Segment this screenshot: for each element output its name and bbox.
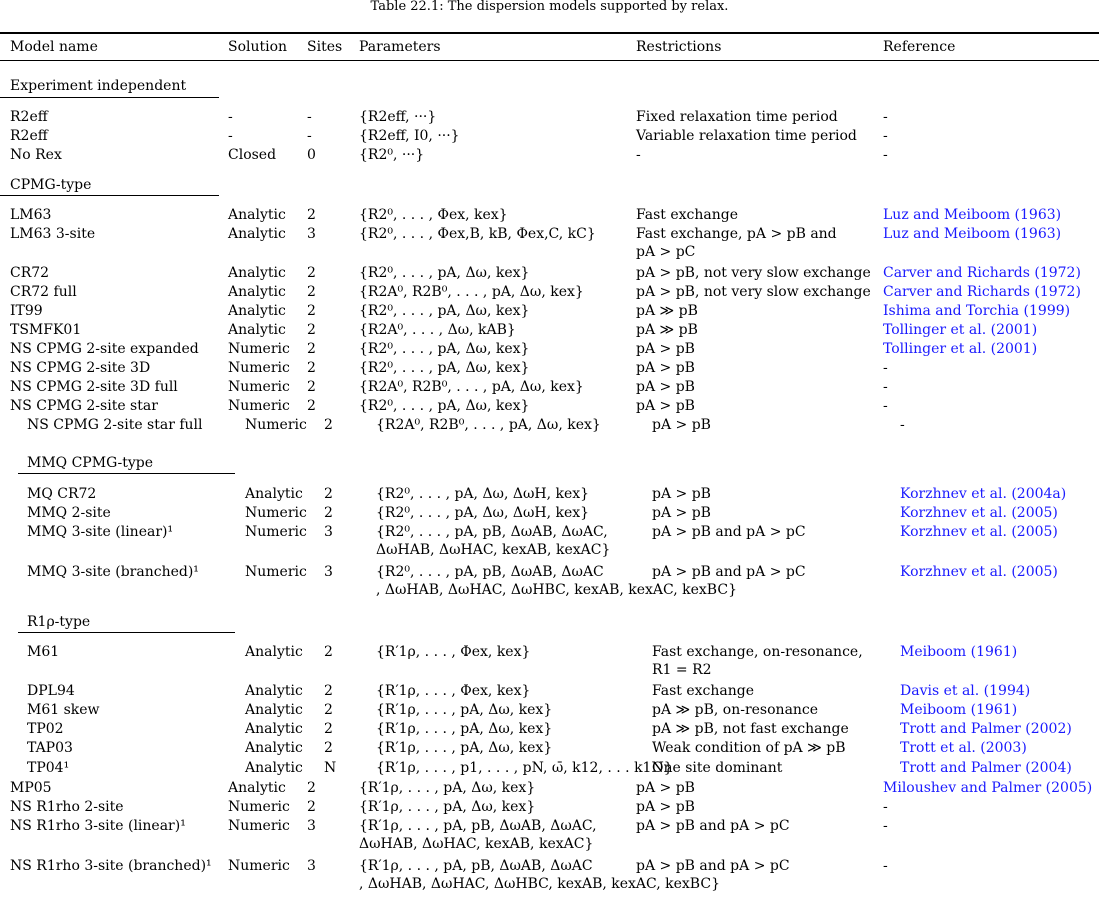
sites-cell: 2 xyxy=(307,303,316,319)
sites-cell: 2 xyxy=(324,702,333,718)
sites-cell: 2 xyxy=(324,740,333,756)
restrictions-cell: Fast exchange, on-resonance, R1 = R2 xyxy=(652,644,863,678)
solution-cell: Analytic xyxy=(228,780,286,796)
reference-cell: - xyxy=(883,109,888,125)
restrictions-cell: Weak condition of pA ≫ pB xyxy=(652,740,846,756)
restrictions-cell: pA > pB and pA > pC xyxy=(636,818,790,834)
section-underline xyxy=(18,632,235,633)
solution-cell: Numeric xyxy=(228,858,290,874)
reference-cell[interactable]: Ishima and Torchia (1999) xyxy=(883,303,1071,319)
reference-cell[interactable]: Korzhnev et al. (2005) xyxy=(900,524,1058,540)
table-row xyxy=(0,206,1099,224)
table-row xyxy=(0,378,1099,396)
table-row xyxy=(0,523,1099,558)
solution-cell: Numeric xyxy=(245,417,307,433)
restrictions-cell: pA > pB and pA > pC xyxy=(636,858,790,874)
parameters-cell: {R′1ρ, . . . , pA, pB, ΔωAB, ΔωAC, ΔωHAB, ΔωHAC, kexAB, kexAC} xyxy=(359,818,597,852)
model-cell: MMQ 3-site (linear)¹ xyxy=(27,524,174,540)
parameters-cell: {R′1ρ, . . . , pA, Δω, kex} xyxy=(376,702,553,718)
table-caption: Table 22.1: The dispersion models supported by relax. xyxy=(370,0,729,14)
model-cell: M61 skew xyxy=(27,702,100,718)
sites-cell: 2 xyxy=(307,360,316,376)
reference-cell: - xyxy=(900,417,905,433)
reference-cell: - xyxy=(883,818,888,834)
reference-cell[interactable]: Davis et al. (1994) xyxy=(900,683,1031,699)
table-row xyxy=(0,127,1099,145)
solution-cell: Numeric xyxy=(228,799,290,815)
parameters-cell: {R2⁰, . . . , pA, Δω, kex} xyxy=(359,265,530,281)
sites-cell: 2 xyxy=(307,265,316,281)
reference-cell[interactable]: Miloushev and Palmer (2005) xyxy=(883,780,1093,796)
model-cell: LM63 3-site xyxy=(10,226,96,242)
section-experiment-independent: Experiment independent xyxy=(10,78,187,94)
parameters-cell: {R′1ρ, . . . , pA, Δω, kex} xyxy=(376,721,553,737)
table-row xyxy=(0,416,1099,434)
sites-cell: 2 xyxy=(324,644,333,660)
model-cell: TP04¹ xyxy=(27,760,70,776)
table-row xyxy=(0,397,1099,415)
table-row xyxy=(0,359,1099,377)
solution-cell: Analytic xyxy=(245,644,303,660)
solution-cell: Closed xyxy=(228,147,277,163)
solution-cell: Numeric xyxy=(228,379,290,395)
model-cell: IT99 xyxy=(10,303,43,319)
table-row xyxy=(0,146,1099,164)
model-cell: MMQ 2-site xyxy=(27,505,111,521)
restrictions-cell: pA > pB, not very slow exchange xyxy=(636,265,871,281)
reference-cell[interactable]: Tollinger et al. (2001) xyxy=(883,322,1038,338)
restrictions-cell: One site dominant xyxy=(652,760,783,776)
restrictions-cell: pA > pB, not very slow exchange xyxy=(636,284,871,300)
header-sites: Sites xyxy=(307,39,343,55)
table-row xyxy=(0,108,1099,126)
restrictions-cell: - xyxy=(636,147,641,163)
table-row xyxy=(0,563,1099,598)
parameters-cell: {R2A⁰, R2B⁰, . . . , pA, Δω, kex} xyxy=(359,284,584,300)
restrictions-cell: pA > pB xyxy=(636,799,695,815)
model-cell: NS R1rho 3-site (branched)¹ xyxy=(10,858,212,874)
sites-cell: 3 xyxy=(324,524,333,540)
model-cell: LM63 xyxy=(10,207,52,223)
section-underline xyxy=(0,97,219,98)
reference-cell[interactable]: Tollinger et al. (2001) xyxy=(883,341,1038,357)
restrictions-cell: pA ≫ pB xyxy=(636,322,698,338)
model-cell: NS CPMG 2-site 3D full xyxy=(10,379,178,395)
section-r1rho-type: R1ρ-type xyxy=(27,614,91,630)
reference-cell[interactable]: Carver and Richards (1972) xyxy=(883,265,1081,281)
restrictions-cell: pA > pB xyxy=(636,360,695,376)
sites-cell: 2 xyxy=(324,505,333,521)
sites-cell: 2 xyxy=(324,486,333,502)
solution-cell: Numeric xyxy=(228,341,290,357)
parameters-cell: {R2⁰, . . . , Φex,B, kB, Φex,C, kC} xyxy=(359,226,596,242)
section-mmq-cpmg-type: MMQ CPMG-type xyxy=(27,455,154,471)
solution-cell: Analytic xyxy=(228,207,286,223)
reference-cell[interactable]: Trott and Palmer (2004) xyxy=(900,760,1072,776)
parameters-cell: {R′1ρ, . . . , pA, Δω, kex} xyxy=(376,740,553,756)
parameters-cell: {R2eff, ···} xyxy=(359,109,437,125)
parameters-cell: {R2⁰, . . . , pA, Δω, kex} xyxy=(359,398,530,414)
reference-cell[interactable]: Meiboom (1961) xyxy=(900,702,1018,718)
table-row xyxy=(0,817,1099,852)
solution-cell: Analytic xyxy=(245,683,303,699)
restrictions-cell: Fast exchange xyxy=(636,207,739,223)
reference-cell[interactable]: Korzhnev et al. (2004a) xyxy=(900,486,1067,502)
reference-cell: - xyxy=(883,379,888,395)
sites-cell: 2 xyxy=(307,341,316,357)
table-row xyxy=(0,857,1099,892)
solution-cell: Analytic xyxy=(228,322,286,338)
table-row xyxy=(0,340,1099,358)
restrictions-cell: pA > pB and pA > pC xyxy=(652,564,806,580)
model-cell: NS CPMG 2-site star full xyxy=(27,417,203,433)
solution-cell: Numeric xyxy=(228,818,290,834)
parameters-cell: {R2A⁰, R2B⁰, . . . , pA, Δω, kex} xyxy=(359,379,584,395)
header-rule xyxy=(0,60,1099,61)
parameters-cell: {R2⁰, . . . , pA, Δω, kex} xyxy=(359,303,530,319)
model-cell: DPL94 xyxy=(27,683,75,699)
model-cell: M61 xyxy=(27,644,60,660)
model-cell: No Rex xyxy=(10,147,62,163)
restrictions-cell: Fast exchange, pA > pB and pA > pC xyxy=(636,226,837,260)
sites-cell: 2 xyxy=(307,322,316,338)
reference-cell[interactable]: Luz and Meiboom (1963) xyxy=(883,226,1062,242)
parameters-cell: {R2⁰, ···} xyxy=(359,147,425,163)
reference-cell: - xyxy=(883,398,888,414)
parameters-cell: {R2⁰, . . . , pA, pB, ΔωAB, ΔωAC , ΔωHAB, ΔωHAC, ΔωHBC, kexAB, kexAC, kexBC} xyxy=(376,564,737,598)
parameters-cell: {R′1ρ, . . . , Φex, kex} xyxy=(376,683,531,699)
restrictions-cell: pA > pB xyxy=(636,398,695,414)
solution-cell: Analytic xyxy=(228,265,286,281)
reference-cell[interactable]: Meiboom (1961) xyxy=(900,644,1018,660)
section-underline xyxy=(18,473,235,474)
sites-cell: - xyxy=(307,128,312,144)
reference-cell: - xyxy=(883,147,888,163)
solution-cell: Analytic xyxy=(245,486,303,502)
parameters-cell: {R2⁰, . . . , pA, Δω, kex} xyxy=(359,360,530,376)
section-cpmg-type: CPMG-type xyxy=(10,177,92,193)
sites-cell: 2 xyxy=(324,417,333,433)
sites-cell: 2 xyxy=(307,398,316,414)
top-rule xyxy=(0,32,1099,34)
solution-cell: Numeric xyxy=(228,360,290,376)
table-row xyxy=(0,682,1099,700)
header-solution: Solution xyxy=(228,39,288,55)
sites-cell: 3 xyxy=(307,818,316,834)
model-cell: MMQ 3-site (branched)¹ xyxy=(27,564,199,580)
model-cell: NS R1rho 2-site xyxy=(10,799,124,815)
reference-cell[interactable]: Korzhnev et al. (2005) xyxy=(900,564,1058,580)
table-row xyxy=(0,485,1099,503)
reference-cell[interactable]: Trott et al. (2003) xyxy=(900,740,1027,756)
model-cell: CR72 full xyxy=(10,284,77,300)
restrictions-cell: pA ≫ pB xyxy=(636,303,698,319)
header-restrictions: Restrictions xyxy=(636,39,722,55)
model-cell: TSMFK01 xyxy=(10,322,82,338)
table-row xyxy=(0,264,1099,282)
model-cell: CR72 xyxy=(10,265,50,281)
restrictions-cell: pA ≫ pB, on-resonance xyxy=(652,702,819,718)
solution-cell: Analytic xyxy=(228,303,286,319)
header-reference: Reference xyxy=(883,39,956,55)
restrictions-cell: pA > pB xyxy=(652,505,711,521)
restrictions-cell: pA > pB xyxy=(636,780,695,796)
table-row xyxy=(0,283,1099,301)
solution-cell: Numeric xyxy=(228,398,290,414)
header-parameters: Parameters xyxy=(359,39,441,55)
parameters-cell: {R′1ρ, . . . , Φex, kex} xyxy=(376,644,531,660)
parameters-cell: {R′1ρ, . . . , p1, . . . , pN, ω̄, k12, . . . k1N} xyxy=(376,760,673,776)
sites-cell: 3 xyxy=(324,564,333,580)
solution-cell: Analytic xyxy=(228,226,286,242)
sites-cell: 3 xyxy=(307,858,316,874)
table-row xyxy=(0,504,1099,522)
restrictions-cell: pA > pB xyxy=(636,379,695,395)
table-row xyxy=(0,321,1099,339)
model-cell: TP02 xyxy=(27,721,64,737)
parameters-cell: {R′1ρ, . . . , pA, Δω, kex} xyxy=(359,780,536,796)
sites-cell: 2 xyxy=(307,379,316,395)
model-cell: NS R1rho 3-site (linear)¹ xyxy=(10,818,186,834)
sites-cell: 3 xyxy=(307,226,316,242)
parameters-cell: {R′1ρ, . . . , pA, pB, ΔωAB, ΔωAC , ΔωHAB, ΔωHAC, ΔωHBC, kexAB, kexAC, kexBC} xyxy=(359,858,720,892)
parameters-cell: {R2A⁰, . . . , Δω, kAB} xyxy=(359,322,516,338)
table-row xyxy=(0,701,1099,719)
sites-cell: 0 xyxy=(307,147,316,163)
sites-cell: 2 xyxy=(307,780,316,796)
reference-cell: - xyxy=(883,128,888,144)
table-row xyxy=(0,643,1099,678)
reference-cell[interactable]: Carver and Richards (1972) xyxy=(883,284,1081,300)
table-row xyxy=(0,779,1099,797)
table-row xyxy=(0,302,1099,320)
reference-cell: - xyxy=(883,799,888,815)
reference-cell[interactable]: Trott and Palmer (2002) xyxy=(900,721,1072,737)
header-model: Model name xyxy=(10,39,98,55)
restrictions-cell: Fixed relaxation time period xyxy=(636,109,838,125)
model-cell: R2eff xyxy=(10,128,48,144)
solution-cell: Numeric xyxy=(245,524,307,540)
model-cell: NS CPMG 2-site star xyxy=(10,398,158,414)
solution-cell: Analytic xyxy=(245,702,303,718)
solution-cell: Analytic xyxy=(245,740,303,756)
reference-cell[interactable]: Korzhnev et al. (2005) xyxy=(900,505,1058,521)
restrictions-cell: Variable relaxation time period xyxy=(636,128,857,144)
solution-cell: - xyxy=(228,109,233,125)
model-cell: TAP03 xyxy=(27,740,73,756)
model-cell: MQ CR72 xyxy=(27,486,97,502)
model-cell: MP05 xyxy=(10,780,52,796)
parameters-cell: {R2⁰, . . . , pA, pB, ΔωAB, ΔωAC, ΔωHAB, ΔωHAC, kexAB, kexAC} xyxy=(376,524,611,558)
table-header xyxy=(0,38,1099,56)
reference-cell: - xyxy=(883,858,888,874)
restrictions-cell: pA > pB and pA > pC xyxy=(652,524,806,540)
parameters-cell: {R2⁰, . . . , pA, Δω, ΔωH, kex} xyxy=(376,505,590,521)
solution-cell: Analytic xyxy=(245,721,303,737)
table-row xyxy=(0,759,1099,777)
solution-cell: Numeric xyxy=(245,505,307,521)
solution-cell: Numeric xyxy=(245,564,307,580)
section-underline xyxy=(0,195,219,196)
table-row xyxy=(0,225,1099,260)
sites-cell: N xyxy=(324,760,337,776)
solution-cell: Analytic xyxy=(245,760,303,776)
parameters-cell: {R2⁰, . . . , pA, Δω, kex} xyxy=(359,341,530,357)
sites-cell: 2 xyxy=(307,207,316,223)
restrictions-cell: pA ≫ pB, not fast exchange xyxy=(652,721,849,737)
parameters-cell: {R2⁰, . . . , Φex, kex} xyxy=(359,207,508,223)
table-row xyxy=(0,739,1099,757)
parameters-cell: {R2eff, I0, ···} xyxy=(359,128,460,144)
restrictions-cell: pA > pB xyxy=(636,341,695,357)
reference-cell: - xyxy=(883,360,888,376)
sites-cell: 2 xyxy=(307,799,316,815)
sites-cell: 2 xyxy=(324,683,333,699)
restrictions-cell: Fast exchange xyxy=(652,683,755,699)
sites-cell: 2 xyxy=(307,284,316,300)
model-cell: NS CPMG 2-site 3D xyxy=(10,360,151,376)
model-cell: NS CPMG 2-site expanded xyxy=(10,341,199,357)
parameters-cell: {R2A⁰, R2B⁰, . . . , pA, Δω, kex} xyxy=(376,417,601,433)
parameters-cell: {R′1ρ, . . . , pA, Δω, kex} xyxy=(359,799,536,815)
restrictions-cell: pA > pB xyxy=(652,486,711,502)
parameters-cell: {R2⁰, . . . , pA, Δω, ΔωH, kex} xyxy=(376,486,590,502)
sites-cell: 2 xyxy=(324,721,333,737)
restrictions-cell: pA > pB xyxy=(652,417,711,433)
table-row xyxy=(0,720,1099,738)
sites-cell: - xyxy=(307,109,312,125)
solution-cell: Analytic xyxy=(228,284,286,300)
reference-cell[interactable]: Luz and Meiboom (1963) xyxy=(883,207,1062,223)
solution-cell: - xyxy=(228,128,233,144)
model-cell: R2eff xyxy=(10,109,48,125)
table-row xyxy=(0,798,1099,816)
